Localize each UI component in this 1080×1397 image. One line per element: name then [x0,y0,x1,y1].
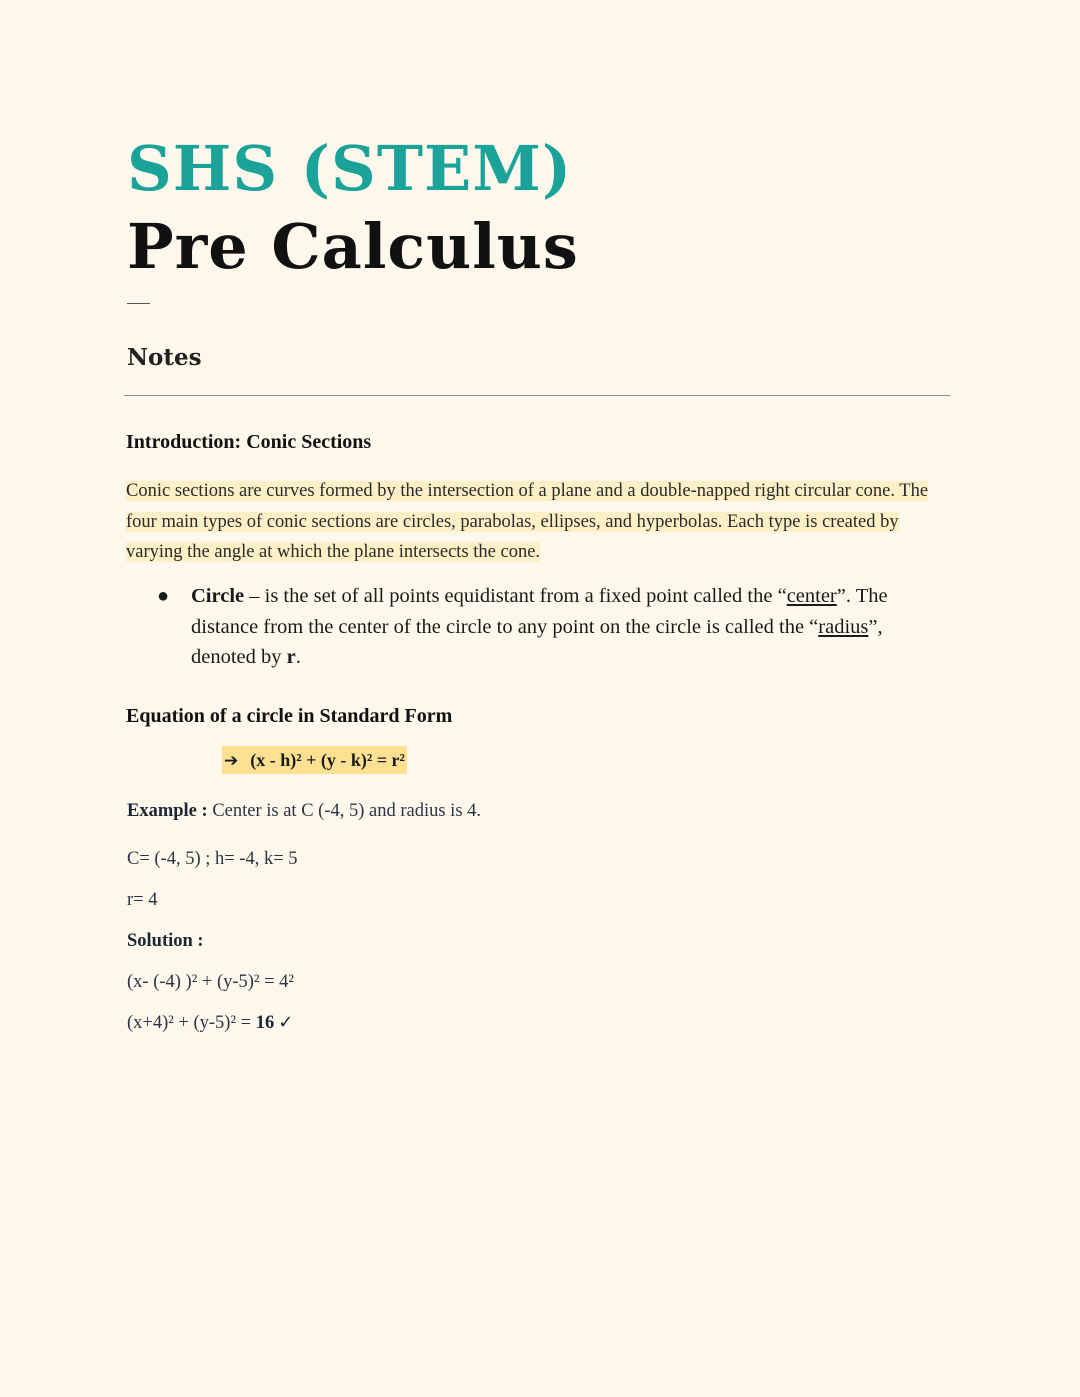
example-label: Example : [127,801,208,821]
symbol-r: r [286,646,296,668]
intro-paragraph [126,476,956,568]
solution-step-2 [127,1010,293,1036]
equation-heading: Equation of a circle in Standard Form [126,705,453,727]
horizontal-rule [124,395,950,396]
radius-value-line: r= 4 [127,890,158,910]
step2-prefix: (x+4)² + (y-5)² = [127,1013,256,1033]
title-dash-divider [127,303,150,304]
center-values-line: C= (-4, 5) ; h= -4, k= 5 [127,849,298,869]
notes-heading: Notes [127,344,202,371]
term-center: center [786,585,837,607]
definition-part-1: – is the set of all points equidistant from a fixed point called the “ [244,585,787,607]
definition-part-2: ”. The distance from the center of the circle to any point on the circle is called the “ [191,585,888,638]
circle-definition-text [191,581,947,673]
solution-step-1: (x- (-4) )² + (y-5)² = 4² [127,972,294,992]
term-circle: Circle [191,585,245,607]
circle-definition-item [157,581,947,673]
intro-heading: Introduction: Conic Sections [126,431,372,453]
step2-answer: 16 [255,1013,275,1033]
standard-form-formula [222,746,407,774]
arrow-right-icon: ➔ [224,751,239,771]
definition-part-3: ”, denoted by [191,615,883,668]
solution-label-line [127,928,204,954]
checkmark-icon: ✓ [278,1012,294,1033]
formula-text: (x - h)² + (y - k)² = r² [250,750,405,770]
bullet-icon: ● [157,585,170,607]
solution-label: Solution : [127,931,204,951]
example-line [127,798,481,824]
term-radius: radius [818,615,869,638]
example-text: Center is at C (-4, 5) and radius is 4. [207,801,482,821]
definition-part-4: . [295,646,301,668]
subject-title: Pre Calculus [127,210,579,283]
course-track-title: SHS (STEM) [127,132,573,205]
intro-paragraph-text: Conic sections are curves formed by the intersection of a plane and a double-napped right circular cone. The four main types of conic sections are circles, parabolas, ellipses, and hyperbolas. Each type is created by varying the angle at which the plane intersects the cone. [126,481,929,562]
